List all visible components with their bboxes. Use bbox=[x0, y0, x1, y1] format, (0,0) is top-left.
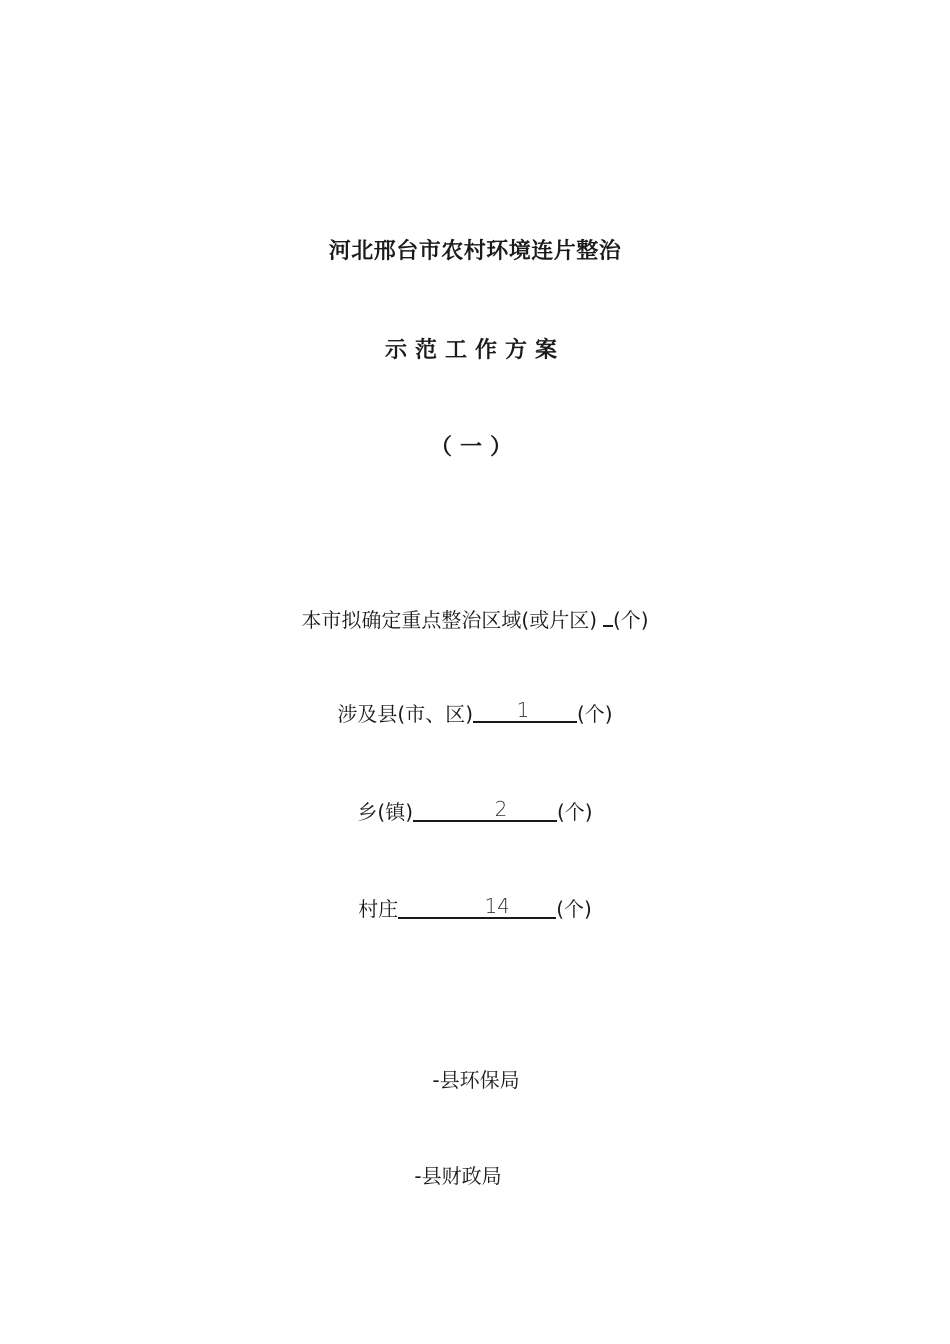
agency-environmental-bureau bbox=[0, 1064, 950, 1093]
field-label: 本市拟确定重点整治区域(或片区) bbox=[301, 608, 597, 632]
field-label: 涉及县(市、区) bbox=[337, 702, 473, 726]
field-blank bbox=[398, 895, 556, 919]
document-number: （一） bbox=[429, 435, 520, 460]
field-villages bbox=[0, 893, 950, 922]
agency-label: -县财政局 bbox=[414, 1164, 502, 1188]
field-blank bbox=[413, 798, 557, 822]
field-regions bbox=[0, 604, 950, 633]
field-towns bbox=[0, 796, 950, 825]
field-label: 村庄 bbox=[358, 897, 399, 921]
field-blank bbox=[603, 625, 613, 627]
field-value: 14 bbox=[484, 894, 510, 918]
agency-label: -县环保局 bbox=[432, 1068, 520, 1092]
field-value: 2 bbox=[494, 797, 508, 821]
agency-finance-bureau bbox=[0, 1160, 950, 1189]
field-blank bbox=[473, 699, 577, 723]
document-subtitle: 示范工作方案 bbox=[384, 338, 565, 363]
field-counties bbox=[0, 698, 950, 727]
field-unit: (个) bbox=[613, 608, 649, 632]
document-title: 河北邢台市农村环境连片整治 bbox=[328, 239, 622, 264]
field-unit: (个) bbox=[557, 800, 593, 824]
field-value: 1 bbox=[516, 698, 530, 722]
field-unit: (个) bbox=[556, 897, 592, 921]
field-unit: (个) bbox=[577, 702, 613, 726]
field-label: 乡(镇) bbox=[357, 800, 413, 824]
